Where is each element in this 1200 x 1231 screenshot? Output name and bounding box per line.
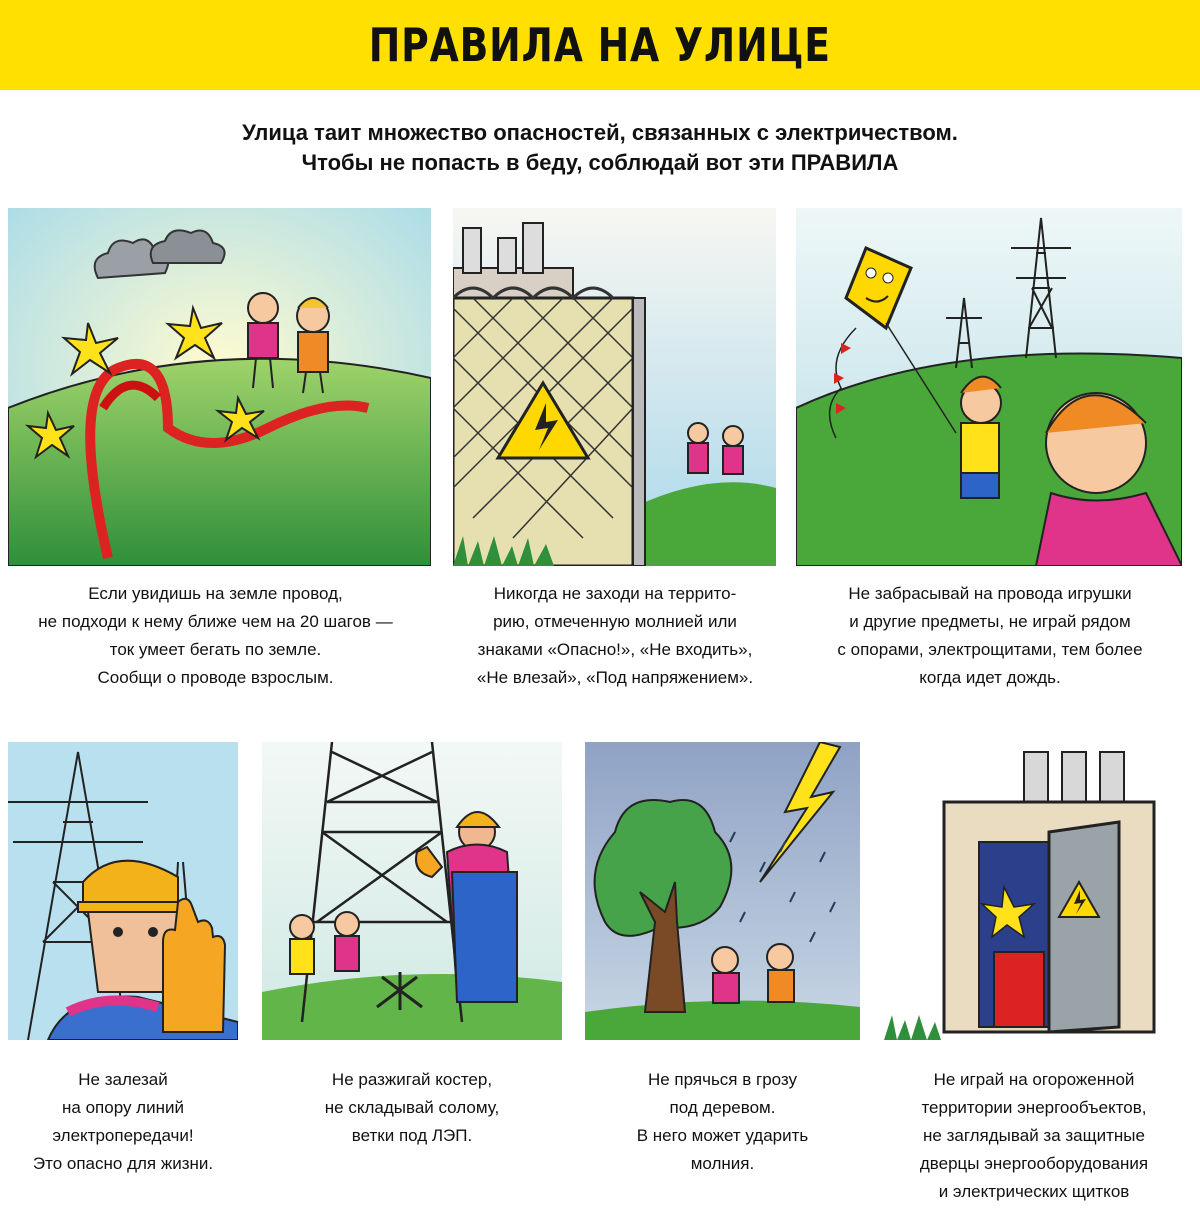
caption-line: Если увидишь на земле провод,: [88, 584, 343, 603]
subtitle: [0, 118, 1200, 178]
caption-line: молния.: [690, 1154, 755, 1173]
caption-line: электропередачи!: [52, 1126, 194, 1145]
illustration-open-electrical-cabinet: [884, 742, 1184, 1040]
title-banner: [0, 0, 1200, 90]
subtitle-line: Улица таит множество опасностей, связанных с электричеством.: [242, 120, 958, 145]
caption-line: Не разжигай костер,: [331, 1070, 493, 1089]
illustration-wire-on-ground: [8, 208, 431, 566]
caption-line: и электрических щитков: [938, 1182, 1130, 1201]
illustration-tree-in-thunderstorm: [585, 742, 860, 1040]
caption-line: Сообщи о проводе взрослым.: [97, 668, 334, 687]
caption-line: не подходи к нему ближе чем на 20 шагов —: [38, 612, 393, 631]
caption-worker-stop-hand: [0, 1066, 246, 1178]
caption-line: В него может ударить: [636, 1126, 809, 1145]
caption-line: с опорами, электрощитами, тем более: [837, 640, 1143, 659]
caption-line: Не прячься в грозу: [647, 1070, 798, 1089]
caption-line: Не залезай: [78, 1070, 168, 1089]
illustration-worker-stop-hand: [8, 742, 238, 1040]
caption-line: не заглядывай за защитные: [923, 1126, 1145, 1145]
caption-line: не складывай солому,: [324, 1098, 500, 1117]
caption-line: «Не влезай», «Под напряжением».: [476, 668, 754, 687]
caption-line: Не забрасывай на провода игрушки: [848, 584, 1132, 603]
caption-open-electrical-cabinet: [870, 1066, 1198, 1206]
caption-line: под деревом.: [669, 1098, 776, 1117]
page-title: ПРАВИЛА НА УЛИЦЕ: [368, 18, 832, 72]
caption-campfire-under-pylon: [262, 1066, 562, 1150]
caption-line: территории энергообъектов,: [921, 1098, 1147, 1117]
caption-kite-near-power-lines: [790, 580, 1190, 692]
caption-line: Никогда не заходи на террито-: [493, 584, 737, 603]
caption-line: знаками «Опасно!», «Не входить»,: [477, 640, 753, 659]
caption-line: на опору линий: [62, 1098, 184, 1117]
caption-line: Не играй на огороженной: [933, 1070, 1135, 1089]
caption-line: когда идет дождь.: [919, 668, 1061, 687]
caption-wire-on-ground: [0, 580, 431, 692]
subtitle-line: Чтобы не попасть в беду, соблюдай вот эти ПРАВИЛА: [301, 150, 899, 175]
caption-line: рию, отмеченную молнией или: [493, 612, 737, 631]
caption-tree-in-thunderstorm: [580, 1066, 865, 1178]
illustration-kite-near-power-lines: [796, 208, 1182, 566]
caption-line: дверцы энергооборудования: [919, 1154, 1149, 1173]
caption-line: и другие предметы, не играй рядом: [849, 612, 1131, 631]
illustration-fenced-substation: [453, 208, 776, 566]
caption-line: ток умеет бегать по земле.: [109, 640, 322, 659]
illustration-campfire-under-pylon: [262, 742, 562, 1040]
caption-line: Это опасно для жизни.: [32, 1154, 214, 1173]
caption-line: ветки под ЛЭП.: [351, 1126, 473, 1145]
caption-fenced-substation: [440, 580, 790, 692]
